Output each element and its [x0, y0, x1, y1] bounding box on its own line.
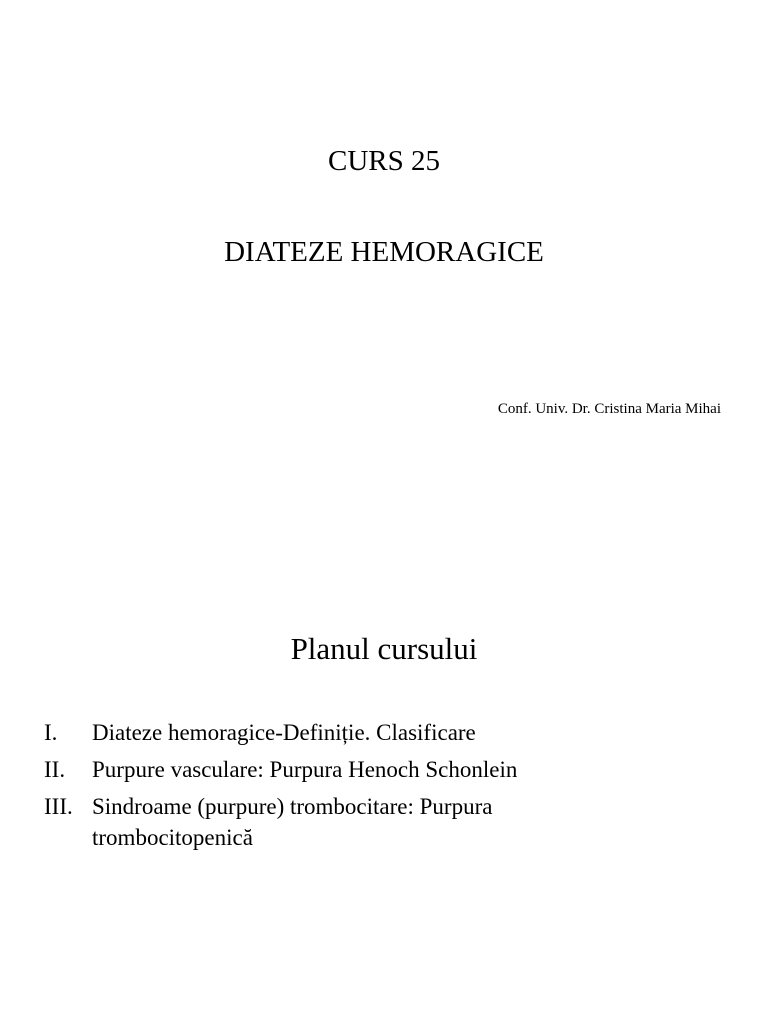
- course-number: CURS 25: [327, 145, 440, 177]
- outline-item: [44, 791, 734, 853]
- outline-item: [44, 717, 734, 748]
- plan-heading: Planul cursului: [290, 631, 478, 666]
- outline-numeral: III.: [44, 794, 73, 819]
- outline-text: Diateze hemoragice-Definiție. Clasificare: [92, 720, 476, 745]
- course-outline-list: [44, 717, 734, 859]
- outline-text: Sindroame (purpure) trombocitare: Purpura trombocitopenică: [92, 794, 493, 850]
- outline-text: Purpure vasculare: Purpura Henoch Schonlein: [92, 757, 518, 782]
- course-title: DIATEZE HEMORAGICE: [224, 236, 544, 268]
- author-credit: Conf. Univ. Dr. Cristina Maria Mihai: [497, 401, 721, 417]
- course-plan-slide: [0, 560, 768, 1024]
- outline-item: [44, 754, 734, 785]
- outline-numeral: II.: [44, 757, 66, 782]
- outline-numeral: I.: [44, 720, 58, 745]
